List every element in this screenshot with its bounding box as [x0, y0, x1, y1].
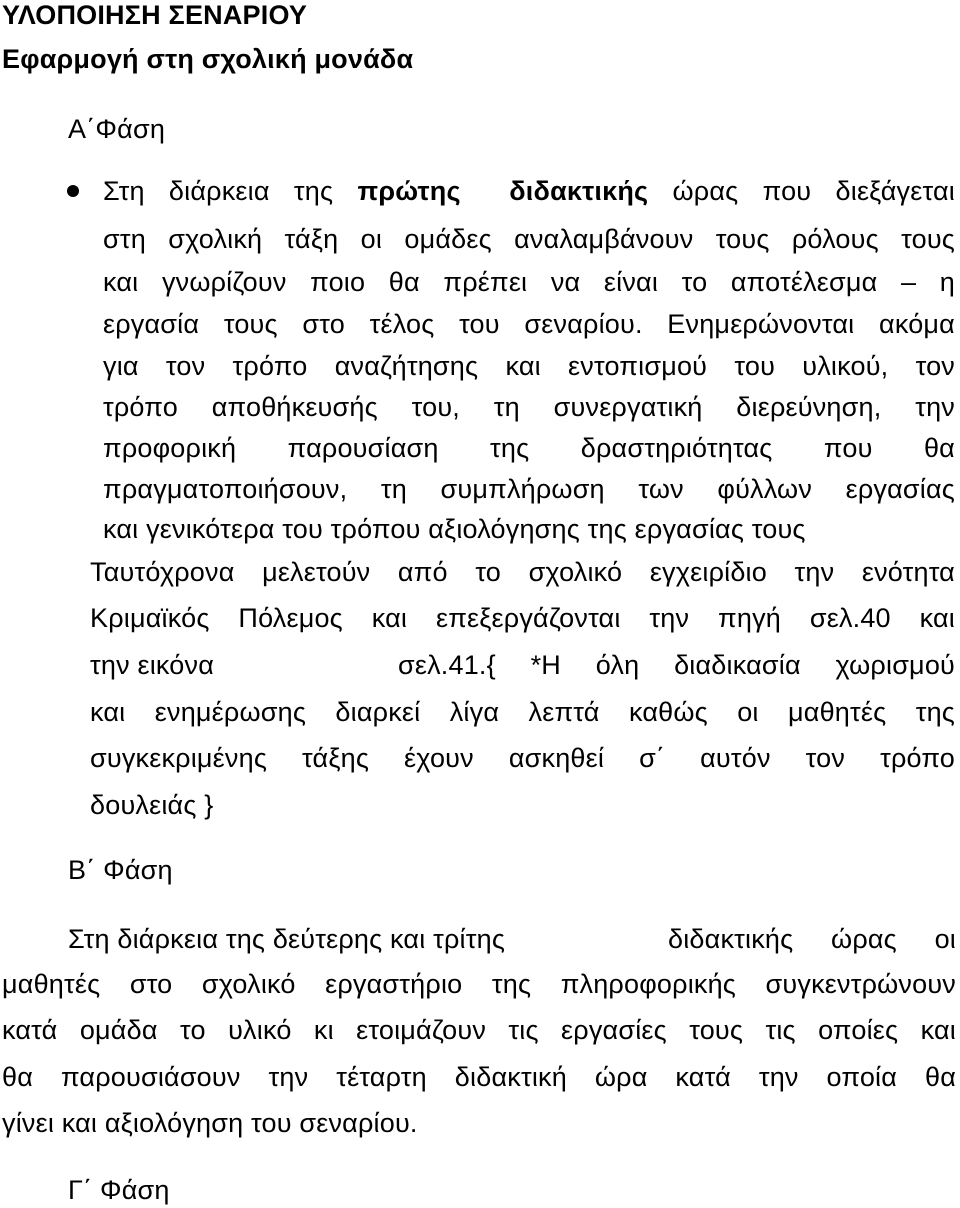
phase-b-line-5: γίνει και αξιολόγηση του σεναρίου. [2, 1108, 418, 1138]
phase-b-line-2: μαθητές στο σχολικό εργαστήριο της πληροφορικής συγκεντρώνουν [2, 969, 956, 999]
phase-c-heading: Γ΄ Φάση [68, 1175, 170, 1205]
para-line-3b: σελ.41.{ *Η όλη διαδικασία χωρισμού [398, 650, 955, 680]
bullet-line-6: τρόπο αποθήκευσής του, τη συνεργατική διερεύνηση, την [103, 392, 955, 422]
para-line-2: Κριμαϊκός Πόλεμος και επεξεργάζονται την πηγή σελ.40 και [90, 603, 955, 633]
phase-a-heading: Α΄Φάση [68, 114, 166, 144]
para-line-6: δουλειάς } [90, 790, 214, 820]
phase-b-line-3: κατά ομάδα το υλικό κι ετοιμάζουν τις εργασίες τους τις οποίες και [2, 1015, 956, 1045]
bullet-line-9: και γενικότερα του τρόπου αξιολόγησης της εργασίας τους [103, 514, 806, 544]
bullet-line-4: εργασία τους στο τέλος του σεναρίου. Ενημερώνονται ακόμα [103, 309, 955, 339]
bullet-line-7: προφορική παρουσίαση της δραστηριότητας που θα [103, 433, 955, 463]
bullet-icon [67, 185, 79, 197]
document-subtitle: Εφαρμογή στη σχολική μονάδα [2, 44, 414, 74]
phase-b-line-1b: διδακτικής ώρας οι [668, 924, 956, 954]
phase-b-heading: Β΄ Φάση [68, 855, 173, 885]
bullet-line-3: και γνωρίζουν ποιο θα πρέπει να είναι το αποτέλεσμα – η [103, 267, 955, 297]
bullet-line-5: για τον τρόπο αναζήτησης και εντοπισμού του υλικού, τον [103, 351, 955, 381]
para-line-1: Ταυτόχρονα μελετούν από το σχολικό εγχειρίδιο την ενότητα [90, 557, 955, 587]
document-title: ΥΛΟΠΟΙΗΣΗ ΣΕΝΑΡΙΟΥ [2, 0, 308, 30]
para-line-4: και ενημέρωσης διαρκεί λίγα λεπτά καθώς οι μαθητές της [90, 697, 955, 727]
para-line-5: συγκεκριμένης τάξης έχουν ασκηθεί σ΄ αυτόν τον τρόπο [90, 743, 955, 773]
para-line-3a: την εικόνα [90, 650, 215, 680]
phase-b-line-4: θα παρουσιάσουν την τέταρτη διδακτική ώρα κατά την οποία θα [2, 1062, 956, 1092]
bullet-line-2: στη σχολική τάξη οι ομάδες αναλαμβάνουν τους ρόλους τους [103, 224, 955, 254]
bullet-line-8: πραγματοποιήσουν, τη συμπλήρωση των φύλλων εργασίας [103, 474, 955, 504]
phase-b-line-1a: Στη διάρκεια της δεύτερης και τρίτης [68, 924, 506, 954]
bullet-line-1: Στη διάρκεια της πρώτης διδακτικής ώρας που διεξάγεται [103, 176, 955, 206]
